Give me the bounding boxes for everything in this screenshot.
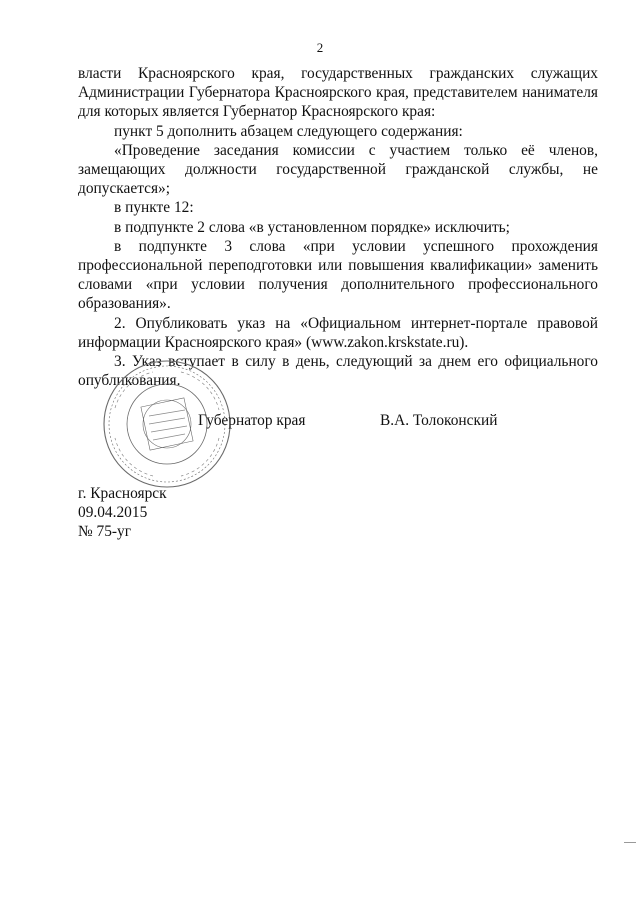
signatory-name: В.А. Толоконский [380,412,498,429]
paragraph: в пункте 12: [114,199,194,217]
paragraph: власти Красноярского края, государственных гражданских служащих Администрации Губернатора Красноярского края, представителем нанимателя для которых является Губернатор Красноярского края: [78,65,598,121]
scan-edge-mark [624,842,636,843]
city: г. Красноярск [78,485,167,502]
decree-number: № 75-уг [78,523,132,540]
date: 09.04.2015 [78,504,148,521]
paragraph: в подпункте 2 слова «в установленном порядке» исключить; [114,218,510,236]
paragraph: «Проведение заседания комиссии с участием только её членов, замещающих должности государственной гражданской службы, не допускается»; [78,141,598,198]
decree-body [78,64,598,390]
signatory-title: Губернатор края [198,412,306,429]
signature-row [0,412,640,434]
paragraph: 2. Опубликовать указ на «Официальном интернет-портале правовой информации Красноярского края» (www.zakon.krskstate.ru). [78,314,598,351]
place-date-number [78,484,167,541]
paragraph: пункт 5 дополнить абзацем следующего содержания: [114,122,463,140]
paragraph: 3. Указ вступает в силу в день, следующий за днем его официального опубликования. [78,353,598,390]
paragraph: в подпункте 3 слова «при условии успешного прохождения профессиональной переподготовки или повышения квалификации» заменить словами «при условии получения дополнительного профессионального образования». [78,237,598,313]
page-number: 2 [316,40,324,55]
